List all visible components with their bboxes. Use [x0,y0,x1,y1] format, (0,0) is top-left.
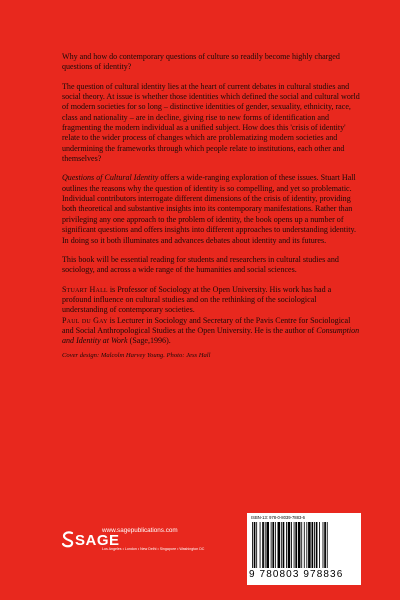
barcode-bar [252,522,253,568]
barcode-bar [323,522,324,568]
publisher-url[interactable]: www.sagepublications.com [102,527,178,534]
barcode-bar [291,522,292,568]
barcode-bar [316,522,318,568]
author-bio-dugay-2: (Sage,1996). [127,336,171,346]
barcode-bar [301,522,302,568]
barcode-bar [312,522,314,568]
barcode-bar [324,522,326,568]
sage-logo-icon [60,530,76,548]
author-name-dugay: Paul du Gay [62,315,108,325]
barcode-bar [260,522,261,568]
audience-paragraph: This book will be essential reading for students and researchers in cultural studies and sociology, and across a wide range of the humanities and social sciences. [62,254,339,275]
barcode-bar [283,522,285,568]
barcode-bar [278,522,281,568]
author-bio-dugay-1: is Lecturer in Sociology and Secretary of the Pavis Centre for Sociological and Social Anthropological Studies at the Open University. He is the author of [62,315,351,335]
book-description-paragraph [62,173,362,245]
barcode-bar [275,522,276,568]
book-description-rest: offers a wide-ranging exploration of these issues. Stuart Hall outlines the reasons why the question of identity is so compelling, and yet so problematic. Individual contributors interrogate different dimensions of the crisis of identity, providing both theoretical and substantive insights into its contemporary manifestations. Rather than privileging any one approach to the problem of identity, the book opens up a number of significant questions and offers insights into different approaches to understanding identity. In doing so it both illuminates and advances debates about identity and its futures. [62,173,356,245]
barcode-bars [252,522,356,568]
book-title: Questions of Cultural Identity [62,173,159,183]
barcode-bar [314,522,315,568]
barcode-bar [271,522,272,568]
barcode-bar [272,522,274,568]
barcode-bar [327,522,328,568]
barcode-bar [304,522,305,568]
intro-question: Why and how do contemporary questions of culture so readily become highly charged questions of identity? [62,52,340,72]
author-bio-hall: is Professor of Sociology at the Open University. His work has had a profound influence on cultural studies and on the rethinking of the sociological understanding of contemporary societies. [62,284,332,315]
back-cover-text [62,52,362,370]
barcode-bar [288,522,291,568]
identity-debate-paragraph: The question of cultural identity lies at the heart of current debates in cultural studies and social theory. At issue is whether those identities which defined the social and cultural world of modern societies for so long – distinctive identities of gender, sexuality, ethnicity, race, class and nationality – are in decline, giving rise to new forms of identification and fragmenting the modern individual as a unified subject. How does this 'crisis of identity' relate to the wider process of changes which are problematizing modern societies and undermining the frameworks through which people relate to institutions, each other and themselves? [62,81,360,164]
barcode-bar [298,522,301,568]
barcode-digits: 9 780803 978836 [249,569,344,580]
author-name-hall: Stuart Hall [62,284,108,294]
barcode-bar [265,522,266,568]
barcode-bar [294,522,295,568]
barcode-bar [306,522,307,568]
barcode-bar [262,522,264,568]
barcode-bar [295,522,297,568]
barcode-bar [254,522,256,568]
sage-logo: SAGE [75,532,120,549]
barcode-bar [286,522,287,568]
barcode-bar [308,522,311,568]
barcode-bar [319,522,320,568]
dugay-book-title: Consumption and Identity at Work [62,325,360,346]
cover-credit: Cover design: Malcolm Harvey Young. Photo: Jess Hall [62,351,211,359]
author-bios [62,285,362,347]
publisher-cities: Los Angeles • London • New Delhi • Singapore • Washington DC [102,547,205,551]
barcode [247,513,361,585]
barcode-bar [281,522,282,568]
barcode-bar [256,522,257,568]
barcode-bar [266,522,269,568]
isbn-label: ISBN-13: 978-0-8039-7883-6 [251,515,306,520]
